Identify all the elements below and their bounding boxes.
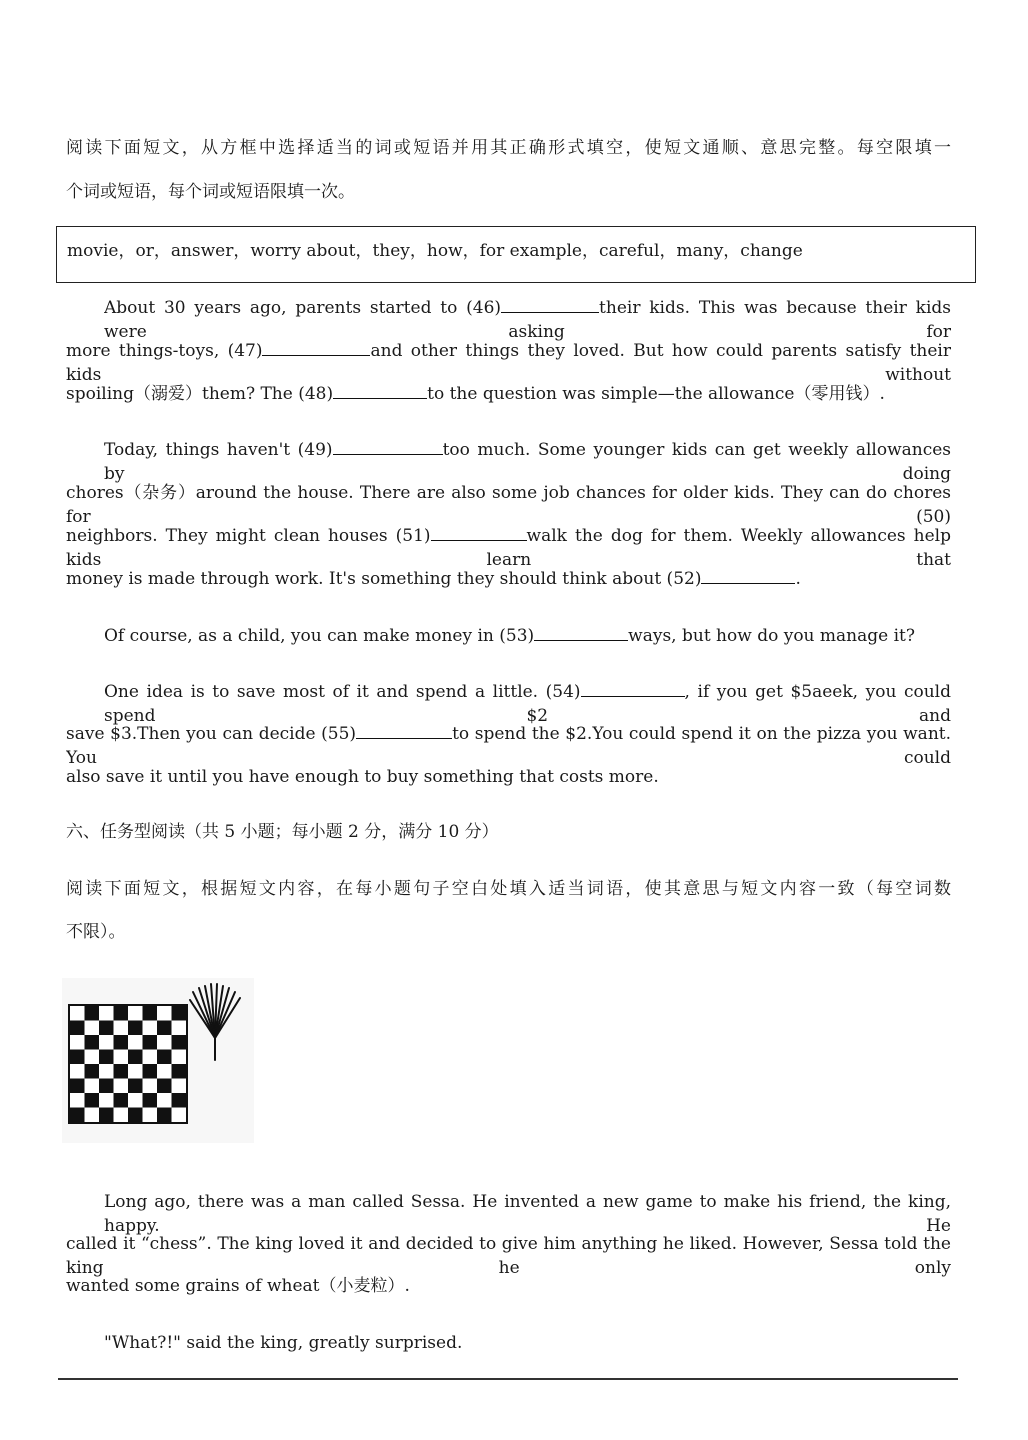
- instruction-line-2: 个词或短语，每个词或短语限填一次。: [66, 182, 355, 202]
- passage2-line: Long ago, there was a man called Sessa. He invented a new game to make his friend, the king, happy. He: [104, 1192, 951, 1236]
- passage1-line: more things-toys, (47) and other things they loved. But how could parents satisfy their kids without: [66, 338, 951, 387]
- chessboard: [68, 1004, 188, 1124]
- section-instruction-line-2: 不限）。: [66, 922, 126, 942]
- passage2-line: called it “chess”. The king loved it and decided to give him anything he liked. However, Sessa told the king he only: [66, 1234, 951, 1278]
- passage1-line: money is made through work. It's something they should think about (52) .: [66, 566, 951, 591]
- blank-49: [333, 437, 443, 455]
- passage1-line: neighbors. They might clean houses (51) walk the dog for them. Weekly allowances help kids learn that: [66, 523, 951, 572]
- passage1-line: One idea is to save most of it and spend a little. (54) , if you get $5aeek, you could spend $2 and: [104, 679, 951, 728]
- passage1-line: also save it until you have enough to buy something that costs more.: [66, 767, 659, 787]
- word-box: [56, 226, 976, 283]
- instruction-line-1: 阅读下面短文，从方框中选择适当的词或短语并用其正确形式填空，使短文通顺、意思完整。每空限填一: [66, 138, 951, 158]
- passage2-line: "What?!" said the king, greatly surprised.: [104, 1333, 463, 1353]
- blank-47: [262, 338, 370, 356]
- blank-51: [431, 523, 527, 541]
- blank-52: [701, 566, 795, 584]
- blank-55: [356, 721, 452, 739]
- passage1-line: spoiling（溺爱）them? The (48) to the question was simple—the allowance（零用钱）.: [66, 381, 951, 406]
- passage2-line: wanted some grains of wheat（小麦粒）.: [66, 1276, 410, 1296]
- blank-53: [534, 623, 628, 641]
- passage1-line: About 30 years ago, parents started to (46) their kids. This was because their kids were asking for: [104, 295, 951, 344]
- chessboard-wheat-image: [62, 978, 254, 1143]
- passage1-line: chores（杂务）around the house. There are also some job chances for older kids. They can do chores for (50): [66, 483, 951, 527]
- section-heading: 六、任务型阅读（共 5 小题；每小题 2 分，满分 10 分）: [66, 822, 499, 842]
- blank-46: [501, 295, 599, 313]
- passage1-line: Of course, as a child, you can make money in (53) ways, but how do you manage it?: [104, 623, 951, 648]
- section-instruction-line-1: 阅读下面短文，根据短文内容，在每小题句子空白处填入适当词语，使其意思与短文内容一致（每空词数: [66, 879, 951, 899]
- blank-54: [581, 679, 685, 697]
- word-box-text: movie，or，answer，worry about，they，how，for example，careful，many，change: [67, 241, 803, 261]
- page-bottom-rule: [58, 1378, 958, 1380]
- passage1-line: Today, things haven't (49) too much. Some younger kids can get weekly allowances by doing: [104, 437, 951, 486]
- blank-48: [333, 381, 427, 399]
- passage1-line: save $3.Then you can decide (55) to spend the $2.You could spend it on the pizza you want. You could: [66, 721, 951, 770]
